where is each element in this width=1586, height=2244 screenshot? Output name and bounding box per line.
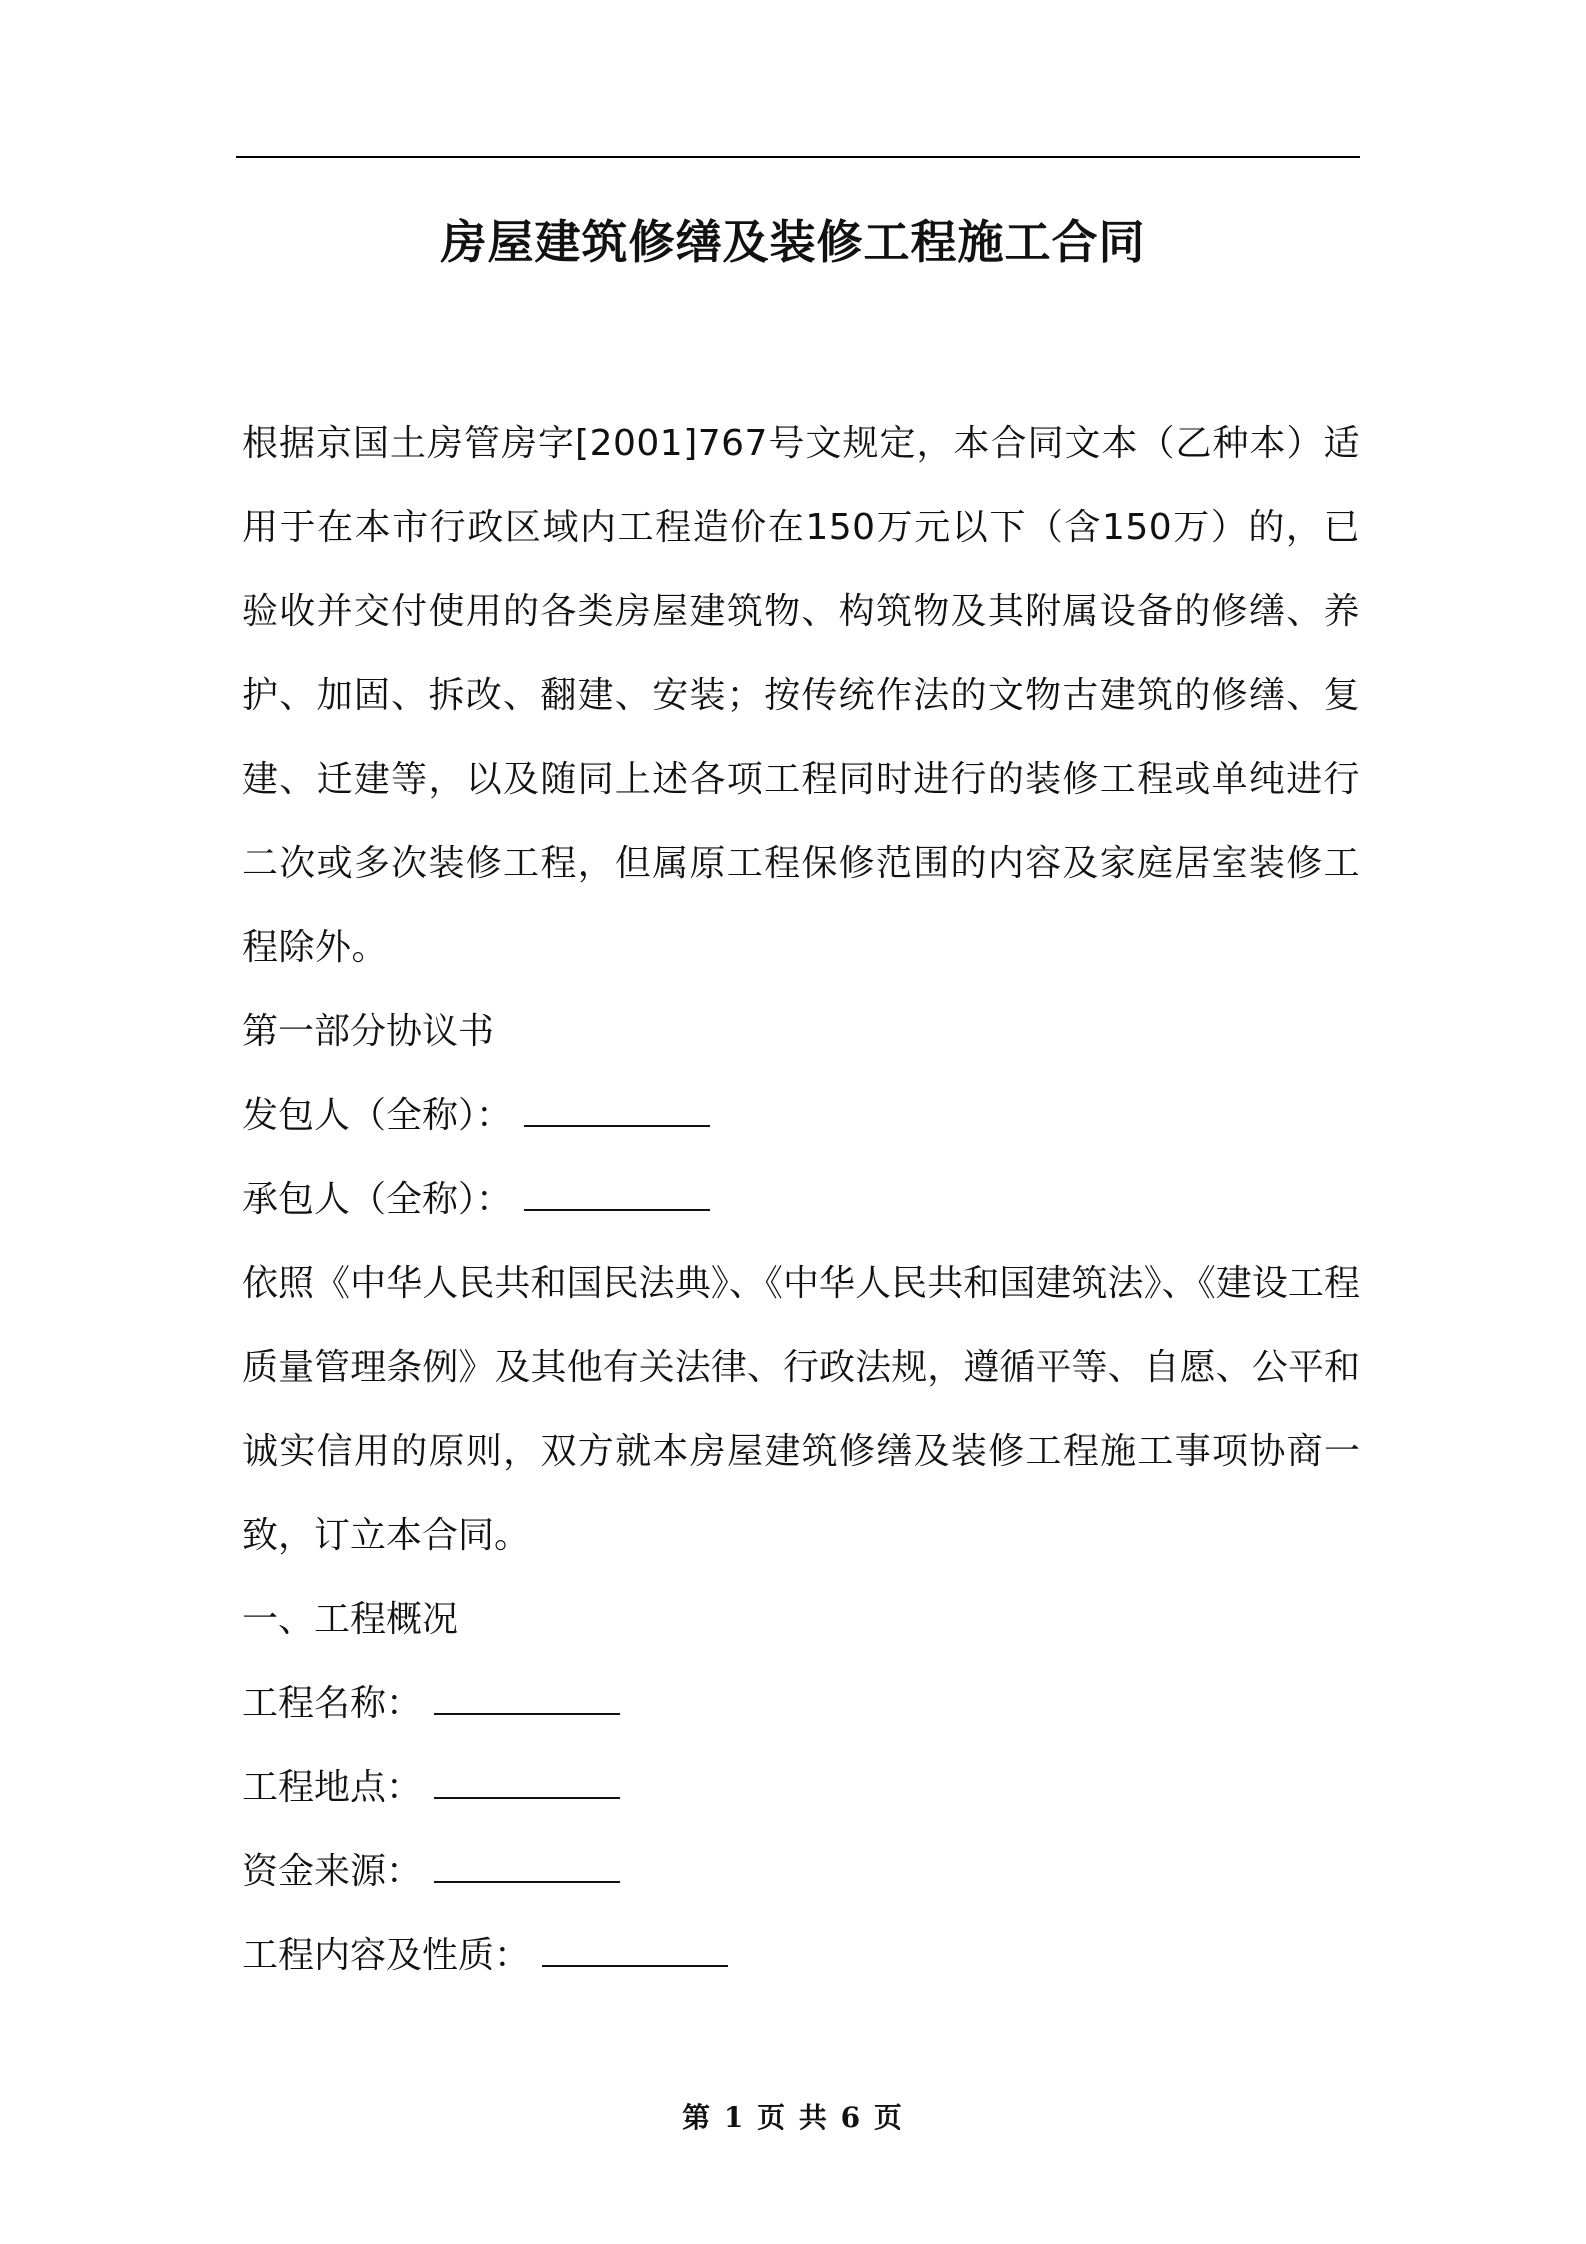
project-scope-blank[interactable] [542, 1933, 728, 1967]
project-name-blank[interactable] [434, 1681, 620, 1715]
document-body [242, 402, 1360, 1998]
project-name-field [242, 1662, 1360, 1746]
funding-source-blank[interactable] [434, 1849, 620, 1883]
party-b-field [242, 1158, 1360, 1242]
funding-source-label: 资金来源： [242, 1851, 423, 1892]
funding-source-field [242, 1830, 1360, 1914]
party-a-field [242, 1074, 1360, 1158]
project-scope-label: 工程内容及性质： [242, 1935, 531, 1976]
part-one-heading: 第一部分协议书 [242, 1011, 495, 1052]
project-location-field [242, 1746, 1360, 1830]
party-b-blank[interactable] [524, 1177, 710, 1211]
party-a-blank[interactable] [524, 1093, 710, 1127]
project-name-label: 工程名称： [242, 1683, 423, 1724]
basis-paragraph: 依照《中华人民共和国民法典》、《中华人民共和国建筑法》、《建设工程质量管理条例》及其他有关法律、行政法规，遵循平等、自愿、公平和诚实信用的原则，双方就本房屋建筑修缮及装修工程施工事项协商一致，订立本合同。 [242, 1263, 1360, 1556]
project-scope-field [242, 1914, 1360, 1998]
party-a-label: 发包人（全称）： [242, 1095, 513, 1136]
intro-paragraph: 根据京国土房管房字[2001]767号文规定，本合同文本（乙种本）适用于在本市行政区域内工程造价在150万元以下（含150万）的，已验收并交付使用的各类房屋建筑物、构筑物及其附属设备的修缮、养护、加固、拆改、翻建、安装；按传统作法的文物古建筑的修缮、复建、迁建等，以及随同上述各项工程同时进行的装修工程或单纯进行二次或多次装修工程，但属原工程保修范围的内容及家庭居室装修工程除外。 [242, 423, 1360, 968]
section-one-heading: 一、工程概况 [242, 1599, 459, 1640]
header-rule [236, 156, 1360, 158]
document-title: 房屋建筑修缮及装修工程施工合同 [440, 215, 1146, 269]
page-indicator: 第 1 页 共 6 页 [682, 2101, 904, 2134]
party-b-label: 承包人（全称）： [242, 1179, 513, 1220]
project-location-label: 工程地点： [242, 1767, 423, 1808]
project-location-blank[interactable] [434, 1765, 620, 1799]
